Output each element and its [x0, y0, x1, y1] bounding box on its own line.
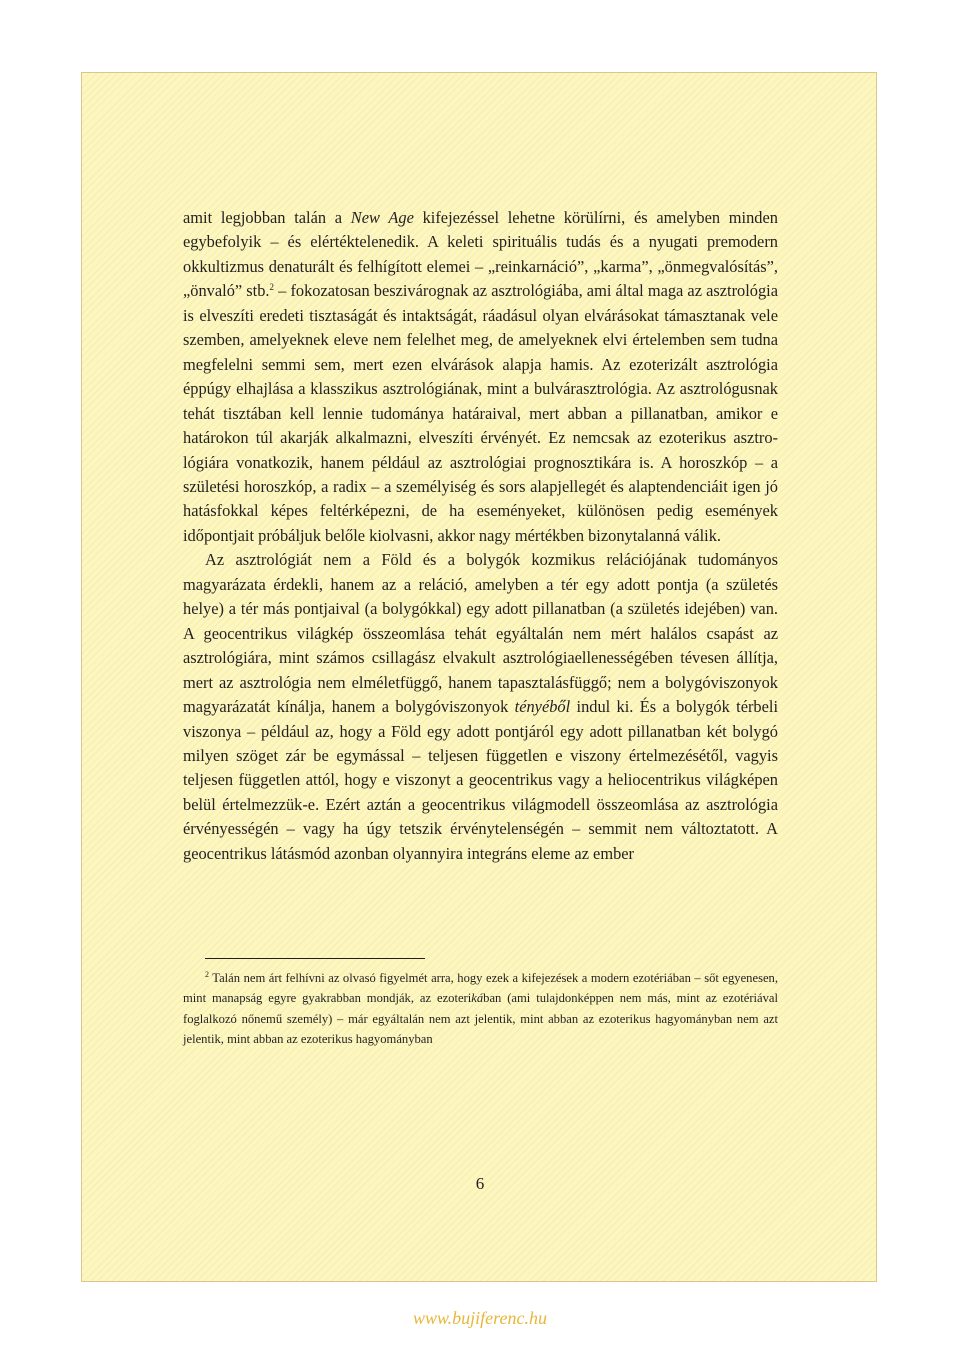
paragraph-2-text-a: Az asztrológiát nem a Föld és a bolygók kozmikus relációjának tudományos magyarázata érdekli, hanem az a reláció, amelyben a tér egy adott pontja (a születés helye) a tér más pontjaival (a bolygókkal) egy adott pillanatban (a születés idejében) van. A geocentrikus világkép összeomlása tehát egyáltalán nem mért halálos csapást az asztrológiára, mint számos csillagász elvakult asztrológiaellenességében tévesen állítja, mert az asztrológia nem elméletfüggő, hanem tapasztalásfüggő; nem a bolygóviszonyok magyarázatát kínálja, hanem a bolygóviszonyok	[183, 550, 778, 717]
paragraph-1	[183, 206, 778, 548]
footnote-reference[interactable]: 2	[269, 282, 275, 293]
new-age-term: New Age	[350, 208, 414, 227]
body-text	[183, 206, 778, 866]
paragraph-1-text-b: kifejezéssel lehetne körülírni, és amelyben minden egybefolyik – és elértéktelenedik. A keleti spirituális tudás és a nyugati premodern okkultizmus denaturált és felhígított elemei – „reinkarnáció”, „karma”, „önmegvalósítás”, „önvaló” stb.	[183, 208, 778, 301]
paragraph-1-text-c: – fokozatosan beszivárognak az asztrológiába, ami által maga az asztrológia is elveszíti eredeti tisztaságát és intaktságát, ráadásul olyan elvárásokat támasztanak vele szemben, amelyeknek eleve nem felelhet meg, de amelyeknek elvi értelemben sem tudna megfelelni semmi sem, mert ezen elvárások alapja hamis. Az ezoterizált asztrológia éppúgy elhajlása a klasszikus asztrológiának, mint a bulvárasztrológia. Az asztrológusnak tehát tisztában kell lennie tudománya határaival, mert abban a pillanatban, amikor e határokon túl akarják alkalmazni, elveszíti érvényét. Ez nemcsak az ezoterikus asztrológiára vonatkozik, hanem például az asztrológiai prognosztikára is. A horoszkóp – a születési horoszkóp, a radix – a személyiség és sors alapjellegét és alaptendenciáit igen jó hatásfokkal képes feltérképezni, de ha eseményeket, különösen pedig események időpontjait próbáljuk belőle kiolvasni, akkor nagy mértékben bizonytalanná válik.	[183, 281, 779, 545]
footnote-divider	[205, 958, 425, 959]
paragraph-2	[183, 548, 778, 866]
footnote	[183, 968, 778, 1049]
page-number: 6	[475, 1174, 485, 1193]
emphasis-tenyebol: tényéből	[514, 697, 571, 717]
website-link[interactable]: www.bujiferenc.hu	[413, 1308, 547, 1328]
footnote-text-a: Talán nem árt felhívni az olvasó figyelmét arra, hogy ezek a kifejezések a modern ezotériában – sőt egyenesen, mint manapság egyre gyakrabban mondják, az ezoteri	[183, 971, 778, 1006]
paragraph-2-text-b: indul ki. És a bolygók térbeli viszonya – például az, hogy a Föld egy adott pontjáról egy adott pillanatban két bolygó milyen szöget zár be egymással – teljesen független e viszony értelmezésétől, vagyis teljesen független attól, hogy e viszonyt a geocentrikus vagy a heliocentrikus világképen belül értelmezzük-e. Ezért aztán a geocentrikus világmodell összeomlása az asztrológia érvényességén – vagy ha úgy tetszik érvénytelenségén – semmit nem változtatott. A geocentrikus látásmód azonban olyannyira integráns eleme az ember	[183, 697, 779, 863]
paragraph-1-text-a: amit legjobban talán a	[183, 208, 351, 227]
footnote-text-b: ban (ami tulajdonképpen nem más, mint az ezotériával foglalkozó nőnemű személy) – már egyáltalán nem azt jelentik, mint abban az ezoterikus hagyományban nem azt jelentik, mint abban az ezoterikus hagyományban	[183, 991, 778, 1046]
footnote-number: 2	[205, 970, 209, 979]
footnote-emphasis: ká	[471, 991, 484, 1006]
